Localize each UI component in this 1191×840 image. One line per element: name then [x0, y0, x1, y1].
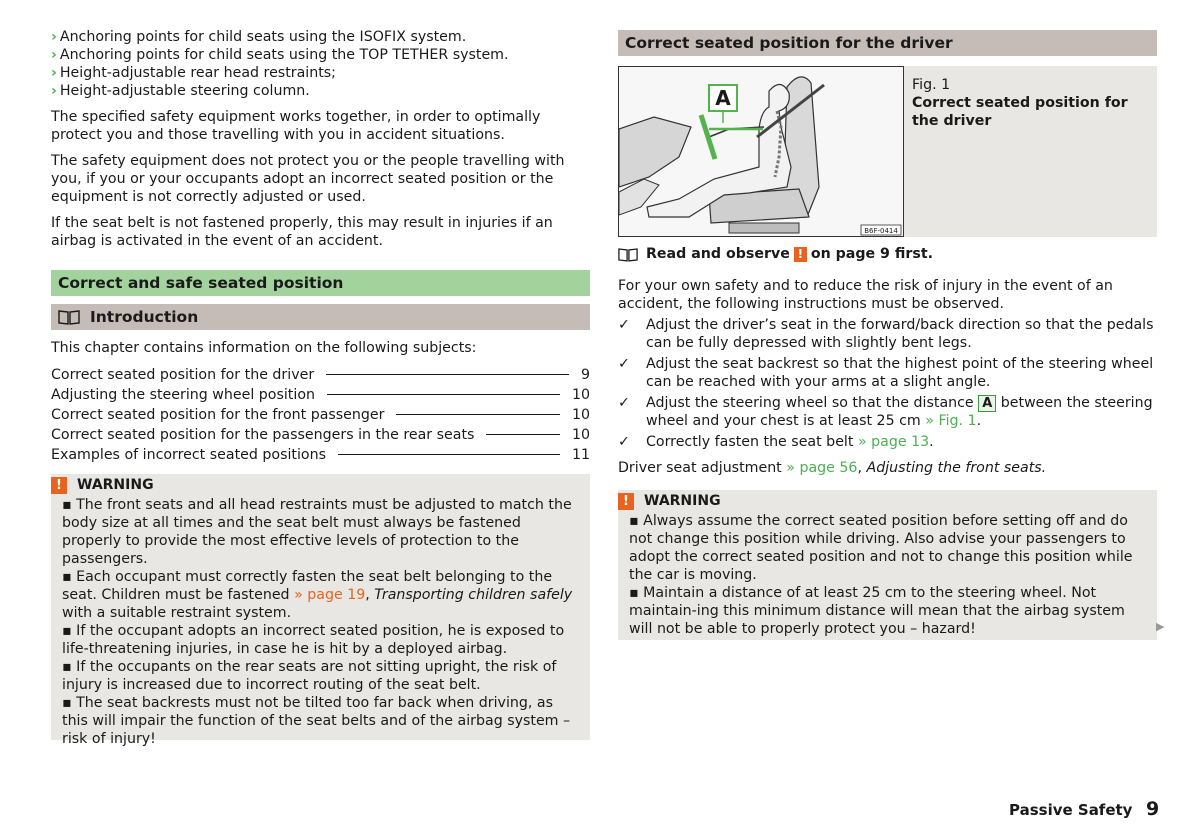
figure-number: Fig. 1	[912, 77, 951, 93]
continue-arrow-icon: ▶	[1156, 620, 1165, 633]
warning-item: ▪ If the occupant adopts an incorrect seated position, he is exposed to life-threatening injuries, in case he is hit by a deployed airbag.	[62, 623, 565, 657]
list-item: › Anchoring points for child seats using the ISOFIX system.	[51, 29, 467, 45]
check-icon: ✓	[618, 356, 630, 372]
paragraph: The specified safety equipment works together, in order to optimally protect you and those travelling with you in accident situations.	[51, 109, 541, 143]
paragraph: If the seat belt is not fastened properly, this may result in injuries if an airbag is activated in the event of an accident.	[51, 215, 553, 249]
chevron-right-icon: ›	[51, 29, 57, 45]
figure-illustration	[618, 66, 904, 237]
check-item: ✓ Correctly fasten the seat belt » page 13.	[618, 434, 934, 450]
section-heading: Correct seated position for the driver	[618, 30, 1157, 56]
check-item: ✓ Adjust the seat backrest so that the highest point of the steering wheel can be reached with your arms at a slight angle.	[618, 356, 1154, 390]
toc-row[interactable]: Adjusting the steering wheel position 10	[51, 387, 590, 403]
toc-row[interactable]: Correct seated position for the passengers in the rear seats 10	[51, 427, 590, 443]
book-icon	[58, 309, 80, 325]
list-item: › Anchoring points for child seats using the TOP TETHER system.	[51, 47, 509, 63]
intro-heading: Introduction	[51, 304, 590, 330]
warning-title: ! WARNING	[51, 474, 590, 496]
intro-text: This chapter contains information on the following subjects:	[51, 340, 477, 356]
read-and-observe: Read and observe ! on page 9 first.	[618, 245, 933, 263]
warning-item: ▪ Always assume the correct seated position before setting off and do not change this position while driving. Also advise your passengers to adopt the correct seated position and not to change this position while the car is moving.	[629, 513, 1133, 583]
toc-row[interactable]: Correct seated position for the driver 9	[51, 367, 590, 383]
intro-paragraph: For your own safety and to reduce the risk of injury in the event of an accident, the following instructions must be observed.	[618, 278, 1113, 312]
driver-seat-illustration	[619, 67, 903, 236]
warning-item: ▪ Maintain a distance of at least 25 cm to the steering wheel. Not maintain-ing this minimum distance will mean that the airbag system will not be able to properly protect you – hazard!	[629, 585, 1125, 637]
page-link[interactable]: » page 13	[857, 434, 930, 450]
warning-item: ▪ If the occupants on the rear seats are not sitting upright, the risk of injury is increased due to incorrect routing of the seat belt.	[62, 659, 557, 693]
warning-item: ▪ The seat backrests must not be tilted too far back when driving, as this will impair the function of the seat belts and of the airbag system – risk of injury!	[62, 695, 571, 747]
driver-seat-adjustment: Driver seat adjustment » page 56, Adjusting the front seats.	[618, 460, 1047, 476]
chevron-right-icon: ›	[51, 65, 57, 81]
warning-title: ! WARNING	[618, 490, 1157, 512]
check-icon: ✓	[618, 395, 630, 411]
distance-label: A	[978, 395, 996, 412]
figure-label: A	[715, 86, 731, 110]
figure-caption	[904, 66, 1157, 237]
page-link[interactable]: » page 19	[294, 587, 366, 603]
warning-item: ▪ Each occupant must correctly fasten the seat belt belonging to the seat. Children must be fastened » page 19, Transporting children safely with a suitable restraint system.	[62, 569, 573, 621]
check-item: ✓ Adjust the steering wheel so that the distance A between the steering wheel and your chest is at least 25 cm » Fig. 1.	[618, 395, 1153, 429]
paragraph: The safety equipment does not protect you or the people travelling with you, if you or your occupants adopt an incorrect seated position or the equipment is not correctly adjusted or used.	[51, 153, 565, 205]
check-icon: ✓	[618, 434, 630, 450]
figure-code: B6F-0414	[864, 227, 898, 235]
page-link[interactable]: » page 56	[786, 460, 858, 476]
book-icon	[618, 247, 638, 262]
chevron-right-icon: ›	[51, 47, 57, 63]
check-item: ✓ Adjust the driver’s seat in the forward/back direction so that the pedals can be fully depressed with slightly bent legs.	[618, 317, 1154, 351]
toc-row[interactable]: Correct seated position for the front passenger 10	[51, 407, 590, 423]
warning-icon: !	[51, 477, 67, 494]
fig-link[interactable]: » Fig. 1	[925, 413, 977, 429]
warning-icon: !	[618, 493, 634, 510]
warning-icon: !	[794, 247, 807, 262]
page-number: 9	[1146, 798, 1160, 820]
feature-list	[51, 28, 590, 100]
check-icon: ✓	[618, 317, 630, 333]
figure-title: Correct seated position for the driver	[912, 95, 1128, 129]
toc-row[interactable]: Examples of incorrect seated positions 11	[51, 447, 590, 463]
warning-box	[51, 474, 590, 747]
warning-box	[618, 490, 1157, 640]
section-heading: Correct and safe seated position	[51, 270, 590, 296]
footer-title: Passive Safety	[1009, 801, 1133, 819]
list-item: › Height-adjustable steering column.	[51, 83, 310, 99]
warning-item: ▪ The front seats and all head restraints must be adjusted to match the body size at all times and the seat belt must always be fastened properly to provide the most effective levels of protection to the passengers.	[62, 497, 572, 567]
list-item: › Height-adjustable rear head restraints;	[51, 65, 336, 81]
chevron-right-icon: ›	[51, 83, 57, 99]
